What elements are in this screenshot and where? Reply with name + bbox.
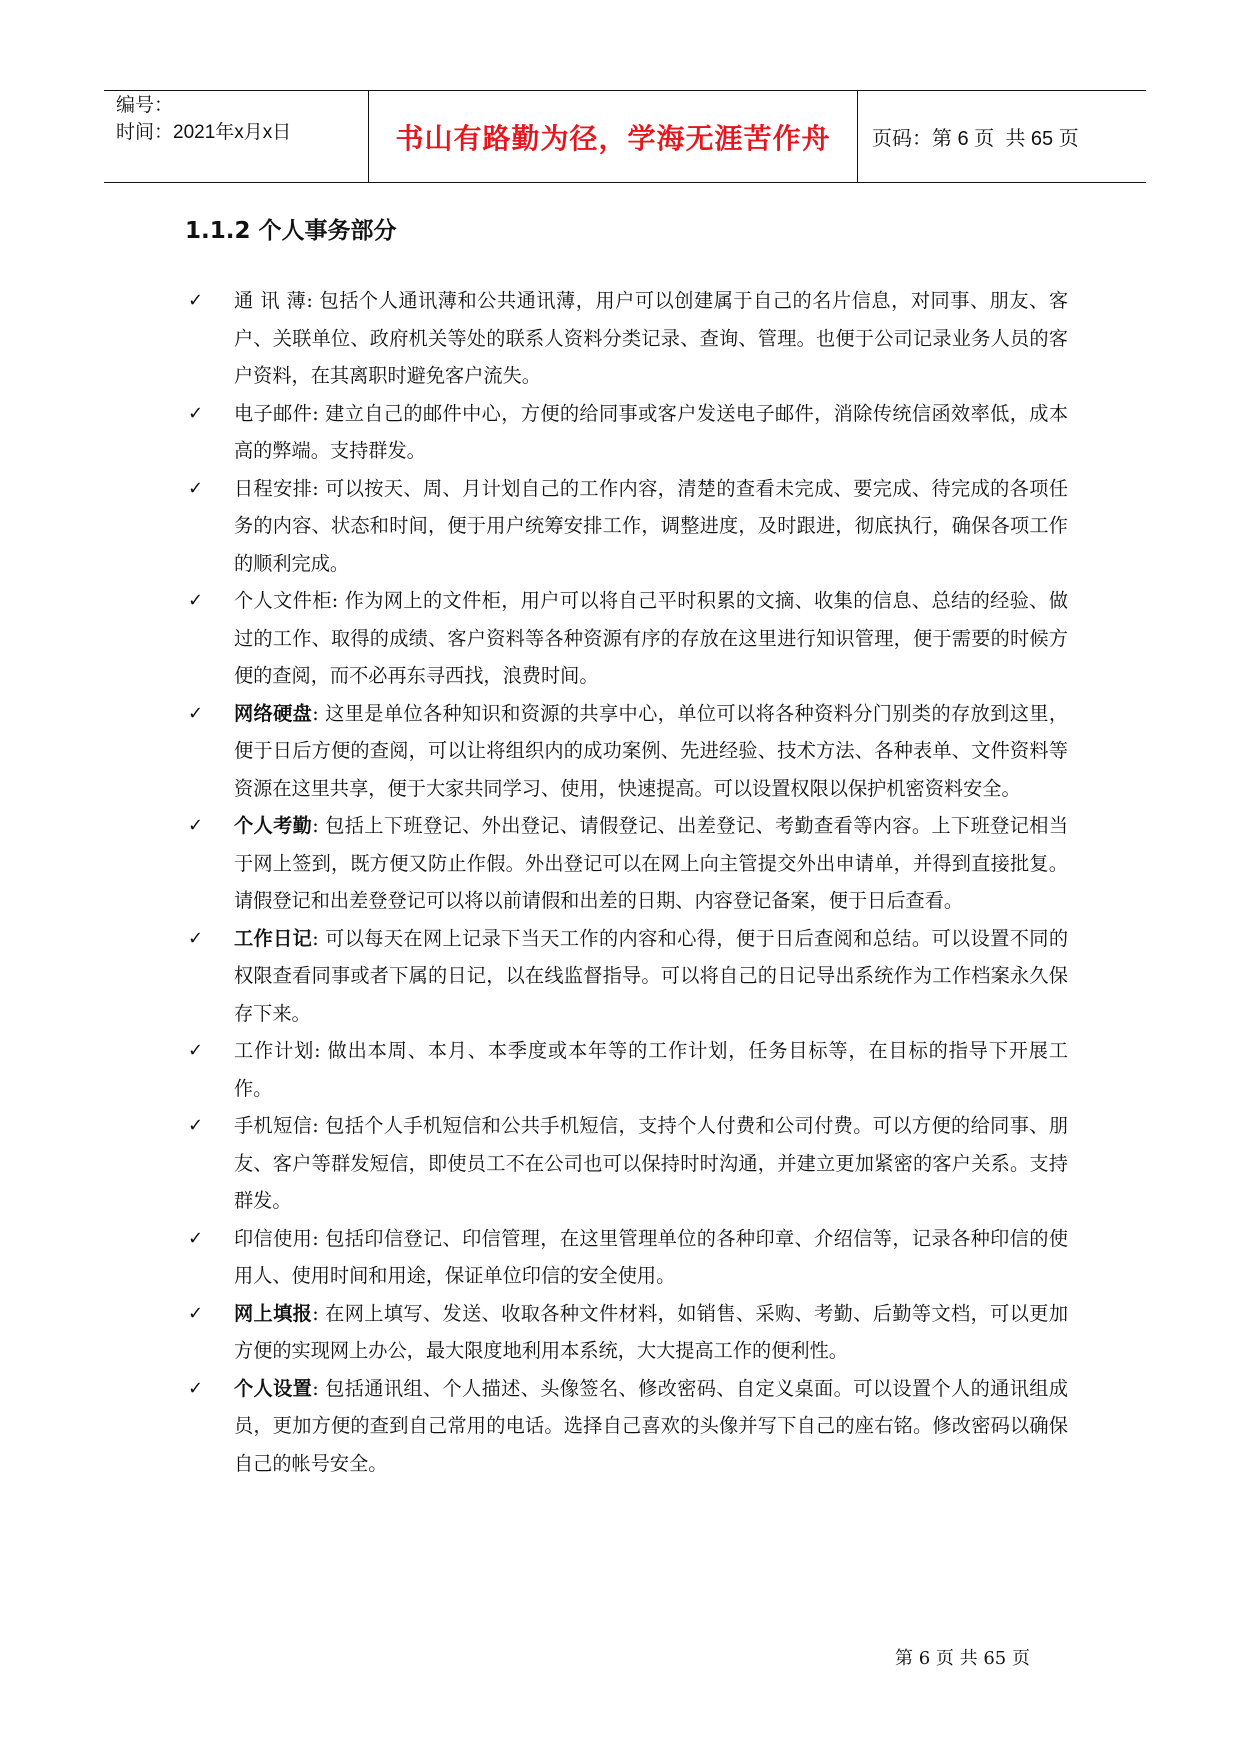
page-number-label: 页码：第 6 页 共 65 页 xyxy=(872,128,1079,150)
checkmark-icon: ✓ xyxy=(188,1040,204,1061)
time-label: 时间：2021年x月x日 xyxy=(116,122,292,143)
header-meta-cell xyxy=(116,92,366,146)
item-term: 工作日记 xyxy=(234,926,313,950)
header-divider-right xyxy=(857,90,858,183)
item-description: : 建立自己的邮件中心，方便的给同事或客户发送电子邮件，消除传统信函效率低，成本高的弊端。支持群发。 xyxy=(234,401,1069,462)
item-description: : 包括个人通讯薄和公共通讯薄，用户可以创建属于自己的名片信息，对同事、朋友、客户、关联单位、政府机关等处的联系人资料分类记录、查询、管理。也便于公司记录业务人员的客户资料，在其离职时避免客户流失。 xyxy=(234,289,1069,387)
checkmark-icon: ✓ xyxy=(188,1377,204,1399)
page-header xyxy=(104,90,1146,183)
item-term: 个人考勤 xyxy=(234,814,313,837)
checkmark-icon: ✓ xyxy=(188,402,204,424)
item-term: 电子邮件 xyxy=(234,401,313,425)
list-item xyxy=(188,582,1068,695)
checkmark-icon: ✓ xyxy=(188,477,204,499)
list-item xyxy=(188,470,1068,583)
checkmark-icon: ✓ xyxy=(188,1115,204,1136)
checkmark-icon: ✓ xyxy=(188,1227,204,1249)
list-item xyxy=(188,1370,1068,1483)
checkmark-icon: ✓ xyxy=(188,590,204,611)
item-term: 手机短信 xyxy=(234,1114,313,1137)
checkmark-icon: ✓ xyxy=(188,815,204,836)
checkmark-icon: ✓ xyxy=(188,927,204,949)
item-description: : 包括上下班登记、外出登记、请假登记、出差登记、考勤查看等内容。上下班登记相当于网上签到，既方便又防止作假。外出登记可以在网上向主管提交外出申请单，并得到直接批复。请假登记和出差登登记可以将以前请假和出差的日期、内容登记备案，便于日后查看。 xyxy=(234,814,1069,912)
serial-number-label: 编号： xyxy=(116,95,174,116)
list-item xyxy=(188,395,1068,470)
item-term: 通 讯 薄 xyxy=(234,289,307,312)
list-item xyxy=(188,1220,1068,1295)
motto-text: 书山有路勤为径，学海无涯苦作舟 xyxy=(395,121,831,155)
list-item xyxy=(188,695,1068,808)
list-item xyxy=(188,920,1068,1033)
item-term: 网络硬盘 xyxy=(234,701,313,725)
item-description: : 做出本周、本月、本季度或本年等的工作计划，任务目标等，在目标的指导下开展工作。 xyxy=(234,1039,1068,1100)
list-item xyxy=(188,1107,1068,1220)
header-page-cell xyxy=(872,90,1079,183)
list-item xyxy=(188,1295,1068,1370)
list-item xyxy=(188,282,1068,395)
checkmark-icon: ✓ xyxy=(188,702,204,724)
checkmark-icon: ✓ xyxy=(188,1302,204,1324)
item-description: : 包括通讯组、个人描述、头像签名、修改密码、自定义桌面。可以设置个人的通讯组成员，更加方便的查到自己常用的电话。选择自己喜欢的头像并写下自己的座右铭。修改密码以确保自己的帐号安全。 xyxy=(234,1376,1069,1475)
list-item xyxy=(188,1032,1068,1107)
item-description: : 这里是单位各种知识和资源的共享中心，单位可以将各种资料分门别类的存放到这里，便于日后方便的查阅，可以让将组织内的成功案例、先进经验、技术方法、各种表单、文件资料等资源在这里共享，便于大家共同学习、使用，快速提高。可以设置权限以保护机密资料安全。 xyxy=(234,701,1069,800)
section-title: 1.1.2 个人事务部分 xyxy=(185,218,397,244)
item-term: 工作计划 xyxy=(234,1039,315,1062)
item-term: 日程安排 xyxy=(234,476,313,500)
feature-list xyxy=(188,282,1068,1482)
list-item xyxy=(188,807,1068,920)
item-description: : 包括印信登记、印信管理，在这里管理单位的各种印章、介绍信等，记录各种印信的使用人、使用时间和用途，保证单位印信的安全使用。 xyxy=(234,1226,1069,1287)
item-term: 个人设置 xyxy=(234,1376,313,1400)
item-description: : 可以每天在网上记录下当天工作的内容和心得，便于日后查阅和总结。可以设置不同的权限查看同事或者下属的日记，以在线监督指导。可以将自己的日记导出系统作为工作档案永久保存下来。 xyxy=(234,926,1069,1025)
item-term: 个人文件柜 xyxy=(234,589,332,612)
header-motto-cell xyxy=(369,90,857,183)
item-description: : 可以按天、周、月计划自己的工作内容，清楚的查看未完成、要完成、待完成的各项任务的内容、状态和时间，便于用户统筹安排工作，调整进度，及时跟进，彻底执行，确保各项工作的顺利完成。 xyxy=(234,476,1069,575)
item-term: 网上填报 xyxy=(234,1301,313,1325)
checkmark-icon: ✓ xyxy=(188,290,204,311)
item-description: : 包括个人手机短信和公共手机短信，支持个人付费和公司付费。可以方便的给同事、朋友、客户等群发短信，即使员工不在公司也可以保持时时沟通，并建立更加紧密的客户关系。支持群发。 xyxy=(234,1114,1069,1212)
item-description: : 作为网上的文件柜，用户可以将自己平时积累的文摘、收集的信息、总结的经验、做过的工作、取得的成绩、客户资料等各种资源有序的存放在这里进行知识管理，便于需要的时候方便的查阅，而不必再东寻西找，浪费时间。 xyxy=(234,589,1069,687)
item-term: 印信使用 xyxy=(234,1226,313,1250)
page-footer: 第 6 页 共 65 页 xyxy=(895,1648,1030,1669)
item-description: : 在网上填写、发送、收取各种文件材料，如销售、采购、考勤、后勤等文档，可以更加方便的实现网上办公，最大限度地利用本系统，大大提高工作的便利性。 xyxy=(234,1301,1069,1362)
